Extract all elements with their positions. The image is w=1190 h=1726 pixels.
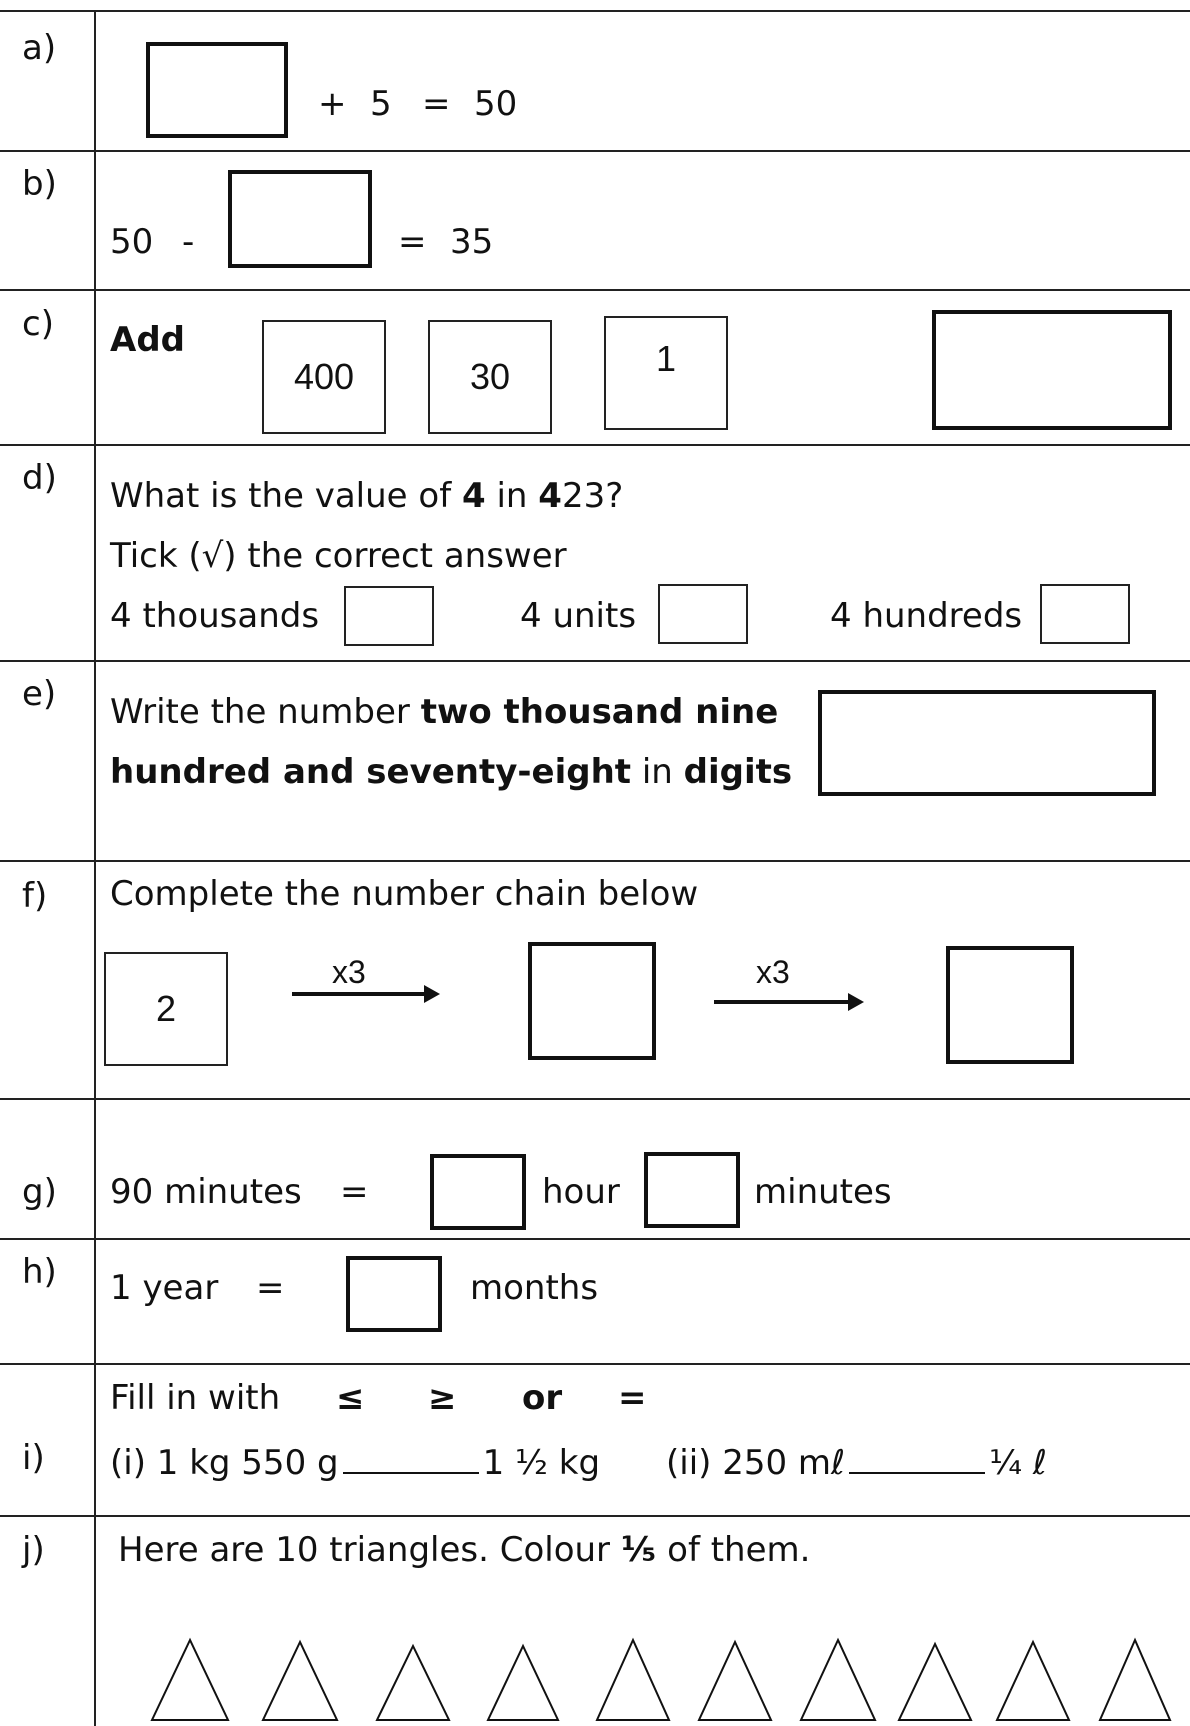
chain-arrow-2 — [714, 1000, 852, 1004]
equals-sign: = — [256, 1268, 285, 1308]
row-label-g: g) — [22, 1172, 57, 1212]
tick-box-units[interactable] — [658, 584, 748, 644]
row-label-i: i) — [22, 1438, 45, 1478]
row-divider — [0, 1238, 1190, 1240]
row-divider — [0, 1098, 1190, 1100]
minutes-answer-box[interactable] — [644, 1152, 740, 1228]
months-answer-box[interactable] — [346, 1256, 442, 1332]
row-label-b: b) — [22, 164, 57, 204]
addend: 5 — [370, 84, 392, 124]
symbol-less-equal: ≤ — [336, 1378, 365, 1418]
equals-sign: = — [398, 222, 427, 262]
row-label-d: d) — [22, 458, 57, 498]
minuend: 50 — [110, 222, 154, 262]
row-divider — [0, 660, 1190, 662]
triangle-3[interactable] — [377, 1646, 449, 1720]
add-label: Add — [110, 320, 185, 360]
chain-operation-2: x3 — [756, 954, 790, 990]
row-divider — [0, 860, 1190, 862]
tick-box-thousands[interactable] — [344, 586, 434, 646]
minus-sign: - — [182, 222, 195, 262]
sum-value: 50 — [474, 84, 518, 124]
answer-box-b[interactable] — [228, 170, 372, 268]
tick-box-hundreds[interactable] — [1040, 584, 1130, 644]
minutes-unit-label: minutes — [754, 1172, 892, 1212]
equals-sign: = — [422, 84, 451, 124]
comparison-blank-i[interactable] — [343, 1438, 479, 1474]
row-label-f: f) — [22, 876, 48, 916]
value-box-30: 30 — [428, 320, 552, 434]
triangle-4[interactable] — [488, 1646, 558, 1720]
triangle-10[interactable] — [1100, 1640, 1170, 1720]
row-divider — [0, 1363, 1190, 1365]
triangle-8[interactable] — [899, 1644, 971, 1720]
triangles-group — [0, 1630, 1190, 1726]
answer-box-e[interactable] — [818, 690, 1156, 796]
option-thousands-label: 4 thousands — [110, 596, 320, 636]
triangle-9[interactable] — [997, 1642, 1069, 1720]
triangle-2[interactable] — [263, 1642, 337, 1720]
minutes-quantity: 90 minutes — [110, 1172, 302, 1212]
hour-unit-label: hour — [542, 1172, 620, 1212]
chain-operation-1: x3 — [332, 954, 366, 990]
or-label: or — [522, 1378, 563, 1418]
chain-start-box: 2 — [104, 952, 228, 1066]
instruction-j: Here are 10 triangles. Colour ¹⁄₅ of them. — [118, 1530, 811, 1570]
option-hundreds-label: 4 hundreds — [830, 596, 1023, 636]
question-d: What is the value of 4 in 423? — [110, 476, 624, 516]
difference-value: 35 — [450, 222, 494, 262]
label-column-divider — [94, 10, 96, 1726]
comparison-blank-ii[interactable] — [849, 1438, 985, 1474]
year-quantity: 1 year — [110, 1268, 219, 1308]
comparison-ii: (ii) 250 mℓ ¼ ℓ — [666, 1438, 1047, 1483]
triangle-1[interactable] — [152, 1640, 228, 1720]
months-unit-label: months — [470, 1268, 599, 1308]
triangle-5[interactable] — [597, 1640, 669, 1720]
equals-sign: = — [340, 1172, 369, 1212]
row-divider — [0, 10, 1190, 12]
plus-sign: + — [318, 84, 347, 124]
answer-box-a[interactable] — [146, 42, 288, 138]
chain-answer-box-2[interactable] — [946, 946, 1074, 1064]
row-label-e: e) — [22, 674, 57, 714]
row-label-h: h) — [22, 1252, 57, 1292]
triangle-6[interactable] — [699, 1642, 771, 1720]
row-label-a: a) — [22, 28, 57, 68]
question-e-line1: Write the number two thousand nine — [110, 692, 779, 732]
fill-instruction: Fill in with — [110, 1378, 281, 1418]
instruction-d: Tick (√) the correct answer — [110, 536, 567, 576]
answer-box-c[interactable] — [932, 310, 1172, 430]
symbol-equal: = — [618, 1378, 647, 1418]
row-divider — [0, 1515, 1190, 1517]
value-box-1: 1 — [604, 316, 728, 430]
question-e-line2: hundred and seventy-eight in digits — [110, 752, 793, 792]
comparison-i: (i) 1 kg 550 g 1 ½ kg — [110, 1438, 600, 1483]
row-divider — [0, 444, 1190, 446]
row-divider — [0, 150, 1190, 152]
chain-answer-box-1[interactable] — [528, 942, 656, 1060]
row-divider — [0, 289, 1190, 291]
row-label-c: c) — [22, 304, 54, 344]
instruction-f: Complete the number chain below — [110, 874, 699, 914]
hour-answer-box[interactable] — [430, 1154, 526, 1230]
triangle-7[interactable] — [801, 1640, 875, 1720]
symbol-greater-equal: ≥ — [428, 1378, 457, 1418]
row-label-j: j) — [22, 1530, 45, 1570]
option-units-label: 4 units — [520, 596, 637, 636]
value-box-400: 400 — [262, 320, 386, 434]
chain-arrow-1 — [292, 992, 428, 996]
